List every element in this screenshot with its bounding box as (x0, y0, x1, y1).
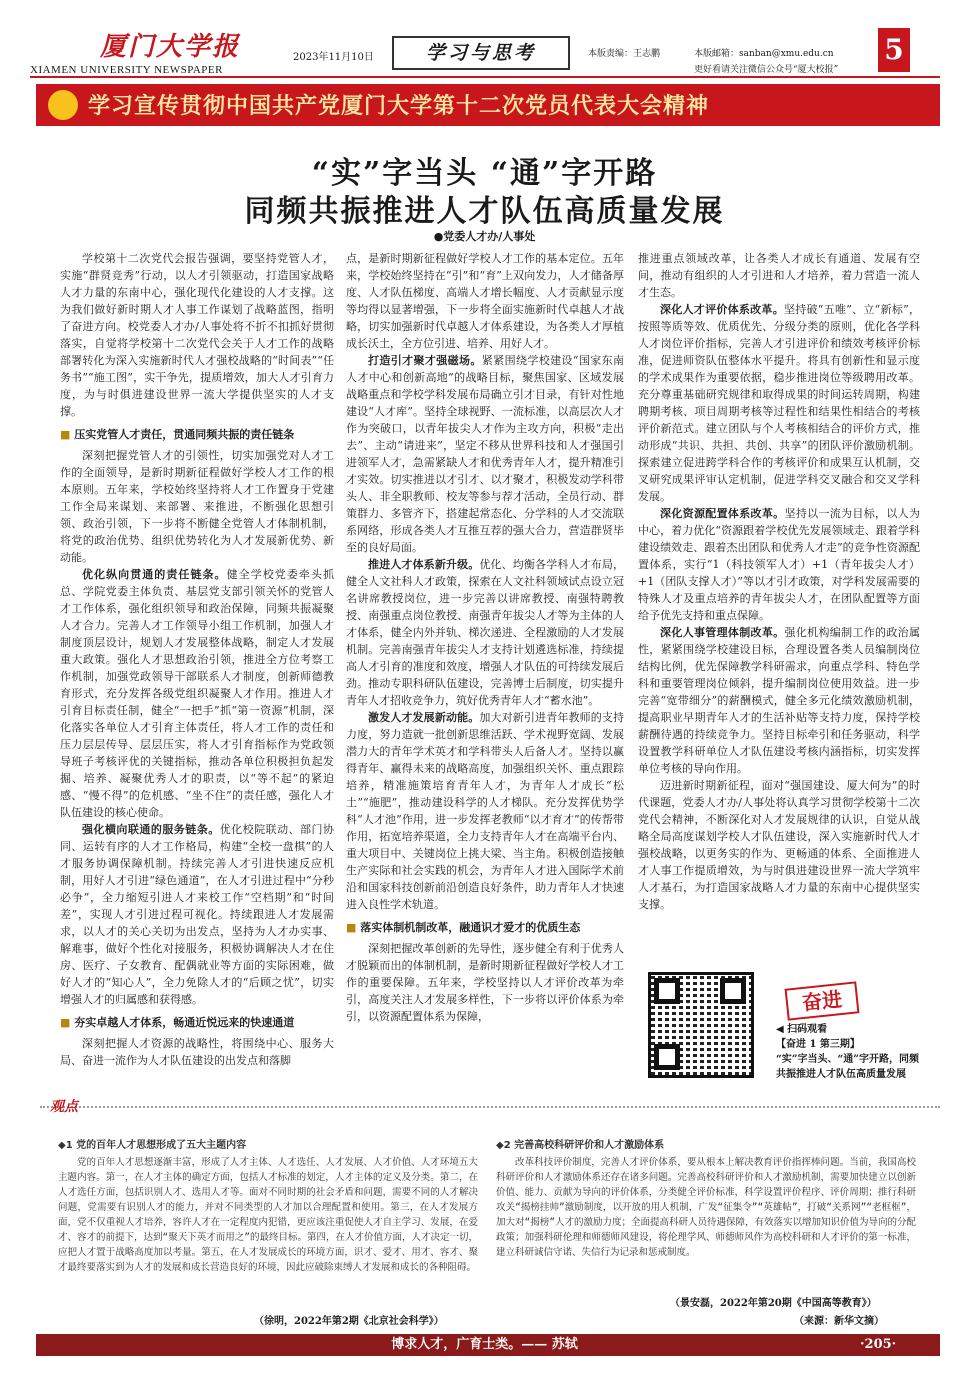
paragraph: 点，是新时期新征程做好学校人才工作的基本定位。五年来，学校始终坚持在“引”和“育”上双向发力，人才储备厚度、人才队伍梯度、高端人才增长幅度、人才贡献显示度等均得以显著增强，下一步将全面实施新时代卓越人才战略，切实加强新时代卓越人才体系建设，为各类人才厚植成长沃土，全方位引进、培养、用好人才。 (346, 252, 624, 350)
page-editor: 本版责编：王志鹏 (588, 49, 661, 59)
section-heading: ■ 夯实卓越人才体系，畅通近悦远来的快速通道 (60, 1014, 334, 1031)
episode-title: “实”字当头、“通”字开路，同频共振推进人才队伍高质量发展 (776, 1054, 920, 1080)
keyword: 强化横向联通的服务链条。 (82, 823, 220, 836)
paragraph: 学校第十二次党代会报告强调，要坚持党管人才，实施“群贤竞秀”行动，以人才引领驱动，打造国家战略人才力量的东南中心，强化现代化建设的人才支撑。这为我们做好新时期人才人事工作谋划了战略蓝图，指明了奋进方向。校党委人才办/人事处将不折不扣抓好贯彻落实，自觉将学校第十二次党代会关于人才工作的战略部署转化为深入实施新时代人才强校战略的“时间表”“任务书”“施工图”，实干争先，提质增效，加大人才引育力度，为与时俱进建设世界一流大学提供坚实的人才支撑。 (60, 252, 334, 418)
viewpoint-body: 党的百年人才思想逐渐丰富，形成了人才主体、人才选任、人才发展、人才价值、人才环境五大主题内容。第一，在人才主体的确定方面，包括人才标准的划定，人才主体的定义及分类。第二，在人才选任方面，包括识别人才、选用人才等。面对不同时期的社会矛盾和问题，需要不同的人才解决问题，党需要有识别人才的能力，并对不同类型的人才加以合理配置和使用。第三，在人才发展方面，党不仅重视人才培养，容许人才在一定程度内犯错，更应该注重促使人才自主学习、发展，在爱才、容才的前提下，达到“聚天下英才而用之”的最终目标。第四，在人才价值方面，人才决定一切，应把人才置于战略高度加以考量。第五，在人才发展成长的环境方面，识才、爱才、用才、容才、聚才最终要落实到为人才的发展和成长营造良好的环境，因此应破除束缚人才发展和成长的各种阻碍。 (58, 1157, 478, 1273)
viewpoint-tag: 观点 (50, 1099, 78, 1115)
qr-caption (776, 1022, 926, 1082)
viewpoint-divider (40, 1106, 940, 1108)
paragraph: 深化人才评价体系改革。坚持破“五唯”、立“新标”，按照等质等效、优质优先、分级分类的原则，优化各学科人才岗位评价指标，完善人才引进评价和绩效考核评价标准，促进师资队伍整体水平提升。将具有创新性和显示度的学术成果作为重要依据，稳步推进岗位等级聘用改革。充分尊重基础研究规律和取得成果的时间运转周期，构建聘期考核、项目周期考核等过程性和结果性相结合的考核评价新范式。建立团队与个人考核相结合的评价方式，推动形成“共识、共担、共创、共享”的团队评价激励机制。探索建立促进跨学科合作的考核评价和成果互认机制，交叉研究成果评审认定机制，促进学科交叉融合和交叉学科发展。 (638, 303, 920, 503)
keyword: 深化人才评价体系改革。 (660, 303, 784, 316)
section-heading: ■ 压实党管人才责任，贯通同频共振的责任链条 (60, 426, 334, 443)
issue-date: 2023年11月10日 (293, 52, 374, 63)
viewpoint-source: （徐明，2022年第2期《北京社会科学》） (254, 1316, 444, 1327)
viewpoint-left (58, 1138, 478, 1328)
keyword: 深化人事管理体制改革。 (660, 626, 785, 639)
paragraph: 深刻把握党管人才的引领性，切实加强党对人才工作的全面领导，是新时期新征程做好学校人才工作的根本原则。五年来，学校始终坚持将人才工作置身于党建工作全局来谋划、来部署、来推进，不断强化思想引领、政治引领，下一步将不断健全党管人才体制机制，将党的政治优势、组织优势转化为人才发展新优势、新动能。 (60, 449, 334, 564)
article-column-1 (60, 250, 335, 1067)
paragraph: 推进人才体系新升级。优化、均衡各学科人才布局，健全人文社科人才政策，探索在人文社科领域试点设立冠名讲席教授岗位，进一步完善以讲席教授、南强特聘教授、南强重点岗位教授、南强青年拔尖人才等为主体的人才体系，健全内外并轨、梯次递进、全程激励的人才发展机制。完善南强青年拔尖人才支持计划遴选标准，持续提高人才引育的准度和效度，增强人才队伍的可持续发展后劲。推动专职科研队伍建设，完善博士后制度，切实提升青年人才招收竞争力，筑好优秀青年人才“蓄水池”。 (346, 558, 625, 707)
newspaper-name-en: XIAMEN UNIVERSITY NEWSPAPER (30, 64, 223, 76)
qr-finder (654, 978, 680, 1004)
column-title: 学习与思考 (392, 36, 570, 70)
scan-prompt: ◀ 扫码观看 (776, 1024, 828, 1035)
viewpoint-right (496, 1138, 916, 1308)
digest-source: （来源：新华文摘） (794, 1316, 884, 1327)
viewpoint-body: 改革科技评价制度，完善人才评价体系，要从根本上解决教育评价指挥棒问题。当前，我国高校科研评价和人才激励体系还存在诸多问题。完善高校科研评价和人才激励机制，需要加快建立以创新价值、能力、贡献为导向的评价体系，分类健全评价标准，科学设置评价程序、评价周期；推行科研攻关“揭榜挂帅”激励制度，以开放的用人机制，广发“征集令”“英雄帖”，打破“关系网”“老框框”，加大对“揭榜”人才的激励力度；全面提高科研人员待遇保障，有效落实以增加知识价值为导向的分配政策；加强科研伦理和师德师风建设，将伦理学风、师德师风作为高校科研和人才评价的第一标准，建立科研诚信守诺、失信行为记录和惩戒制度。 (496, 1157, 916, 1258)
keyword: 激发人才发展新动能。 (368, 711, 480, 724)
paragraph: 迈进新时期新征程，面对“强国建设、厦大何为”的时代课题，党委人才办/人事处将认真学习贯彻学校第十二次党代会精神，不断深化对人才发展规律的认识，自觉从战略全局高度谋划学校人才队伍建设，深入实施新时代人才强校战略，以更务实的作为、更畅通的体系、全面推进人才人事工作提质增效，为与时俱进建设世界一流大学筑牢人才基石，为打造国家战略人才力量的东南中心提供坚实支撑。 (638, 779, 920, 911)
fenjin-logo: 奋进 (785, 981, 860, 1020)
footer-page-number: ·205· (860, 1337, 897, 1352)
qr-finder (654, 1044, 680, 1070)
paragraph: 优化纵向贯通的责任链条。健全学校党委牵头抓总、学院党委主体负责、基层党支部引领关怀的党管人才工作体系，强化组织领导和政治保障，同频共振凝聚人才合力。完善人才工作领导小组工作机制，加强人才制度顶层设计，规划人才发展整体战略，制定人才发展重大政策。强化人才思想政治引领，推进全方位考察工作机制，加强党政领导干部联系人才制度，创新师德教育形式，充分发挥各级党组织凝聚人才作用。推进人才引育目标责任制，健全“一把手”抓“第一资源”机制，深化落实各单位人才引育主体责任，将人才工作的责任和压力层层传导、层层压实，将人才引育指标作为党政领导班子考核评优的关键指标，推动各单位积极担负起发掘、培养、凝聚优秀人才的职责，以“等不起”的紧迫感、“慢不得”的危机感、“坐不住”的责任感，强化人才队伍建设的核心使命。 (60, 568, 335, 819)
paragraph: 推进重点领域改革，让各类人才成长有通道、发展有空间，推动有组织的人才引进和人才培养，着力营造一流人才生态。 (638, 252, 920, 299)
masthead-rule (30, 76, 940, 78)
newspaper-logo: 厦门大学报 (100, 32, 241, 62)
paragraph: 打造引才聚才强磁场。紧紧围绕学校建设“国家东南人才中心和创新高地”的战略目标，聚焦国家、区域发展战略重点和学校学科发展布局确立引才目录，有针对性地建设“人才库”。坚持全球视野、一流标准，以高层次人才作为突破口，以青年拔尖人才作为主攻方向，积极“走出去”、主动“请进来”，坚定不移从世界科技和人才强国引进领军人才，急需紧缺人才和优秀青年人才，提升精准引才实效。切实推进以才引才、以才聚才，积极发动学科带头人、非全职教师、校友等参与荐才活动，全员行动、群策群力、多管齐下，搭建起常态化、分学科的人才交流联系网络，形成各类人才互推互荐的强大合力，营造群贤毕至的良好局面。 (346, 354, 625, 554)
paragraph: 强化横向联通的服务链条。优化校院联动、部门协同、运转有序的人才工作格局，构建“全校一盘棋”的人才服务协调保障机制。持续完善人才引进快速反应机制，用好人才引进“绿色通道”，在人才引进过程中“分秒必争”，全力缩短引进人才来校工作“空档期”和“时间差”，实现人才引进过程可视化。持续跟进人才发展需求，以人才的关心关切为出发点，坚持为人才办实事、解难事，做好个性化对接服务，积极协调解决人才在住房、医疗、子女教育、配偶就业等方面的实际困难，做好人才的“知心人”，全力免除人才的“后顾之忧”，切实增强人才的归属感和获得感。 (60, 823, 335, 1006)
keyword: 打造引才聚才强磁场。 (368, 354, 482, 367)
keyword: 优化纵向贯通的责任链条。 (82, 568, 227, 581)
wechat-notice: 更好看请关注微信公众号“厦大校报” (694, 65, 839, 75)
article-byline: ●党委人才办/人事处 (433, 230, 536, 243)
paragraph: 深刻把握人才资源的战略性，将围绕中心、服务大局、奋进一流作为人才队伍建设的出发点和落脚 (60, 1037, 334, 1067)
masthead (0, 0, 969, 80)
article-title-line1: “实”字当头 “通”字开路 (311, 156, 658, 191)
paragraph: 深化人事管理体制改革。强化机构编制工作的政治属性，紧紧围绕学校建设目标，合理设置各类人员编制岗位结构比例，优先保障教学科研需求，向重点学科、特色学科和重要管理岗位倾斜，提升编制岗位使用效益。进一步完善“宽带细分”的薪酬模式，健全多元化绩效激励机制，提高职业早期青年人才的生活补贴等支持力度，保持学校薪酬待遇的持续竞争力。坚持目标牵引和任务驱动，科学设置教学科研单位人才队伍建设考核内涵指标，切实发挥单位考核的导向作用。 (638, 626, 920, 775)
episode-label: 【奋进 1 第三期】 (776, 1039, 860, 1050)
qr-finder (720, 978, 746, 1004)
paragraph: 深化资源配置体系改革。坚持以一流为目标，以人为中心，着力优化“资源跟着学校优先发展领域走、跟着学科建设绩效走、跟着杰出团队和优秀人才走”的竞争性资源配置体系，实行“1（科技领军人才）+1（青年拔尖人才）+1（团队支撑人才）”等以才引才政策，对学科发展需要的特殊人才及重点培养的青年拔尖人才，在团队配置等方面给予优先支持和重点保障。 (638, 507, 920, 622)
article-title-line2: 同频共振推进人才队伍高质量发展 (244, 194, 725, 229)
keyword: 推进人才体系新升级。 (368, 558, 480, 571)
page-email: 本版邮箱：sanban@xmu.edu.cn (694, 49, 834, 59)
article-column-3 (638, 250, 920, 911)
paragraph: 激发人才发展新动能。加大对新引进青年教师的支持力度，努力造就一批创新思维活跃、学术视野宽阔、发展潜力大的青年学术英才和学科带头人后备人才。坚持以赢得青年、赢得未来的战略高度，加强组织关怀、重点跟踪培养，精准施策培育青年人才，为青年人才成长“松土”“施肥”，推动建设科学的人才梯队。充分发挥优势学科“人才池”作用，进一步发挥老教师“以才育才”的传帮带作用，拓宽培养渠道，全力支持青年人才在高端平台内、重大项目中、关键岗位上挑大梁、当主角。积极创造接触生产实际和社会实践的机会，为青年人才进入国际学术前沿和国家科技创新前沿创造良好条件，助力青年人才快速进入良性学术轨道。 (346, 711, 625, 911)
paragraph: 深刻把握改革创新的先导性，逐步健全有利于优秀人才脱颖而出的体制机制，是新时期新征程做好学校人才工作的重要保障。五年来，学校坚持以人才评价改革为牵引，高度关注人才发展多样性，下一步将以评价体系为牵引，以资源配置体系为保障， (346, 942, 624, 1023)
viewpoint-title: ◆1 党的百年人才思想形成了五大主题内容 (58, 1140, 247, 1151)
banner-title: 学习宣传贯彻中国共产党厦门大学第十二次党员代表大会精神 (88, 93, 710, 119)
article-column-2 (346, 250, 625, 1023)
party-emblem-icon (48, 90, 78, 120)
viewpoint-title: ◆2 完善高校科研评价和人才激励体系 (496, 1140, 665, 1151)
keyword: 深化资源配置体系改革。 (660, 507, 785, 520)
viewpoint-source: （景安磊，2022年第20期《中国高等教育》） (670, 1298, 877, 1309)
footer-quote: 博求人才，广育士类。—— 苏轼 (391, 1337, 578, 1352)
page-number: 5 (878, 28, 910, 72)
section-heading: ■ 落实体制机制改革，融通识才爱才的优质生态 (346, 919, 624, 936)
